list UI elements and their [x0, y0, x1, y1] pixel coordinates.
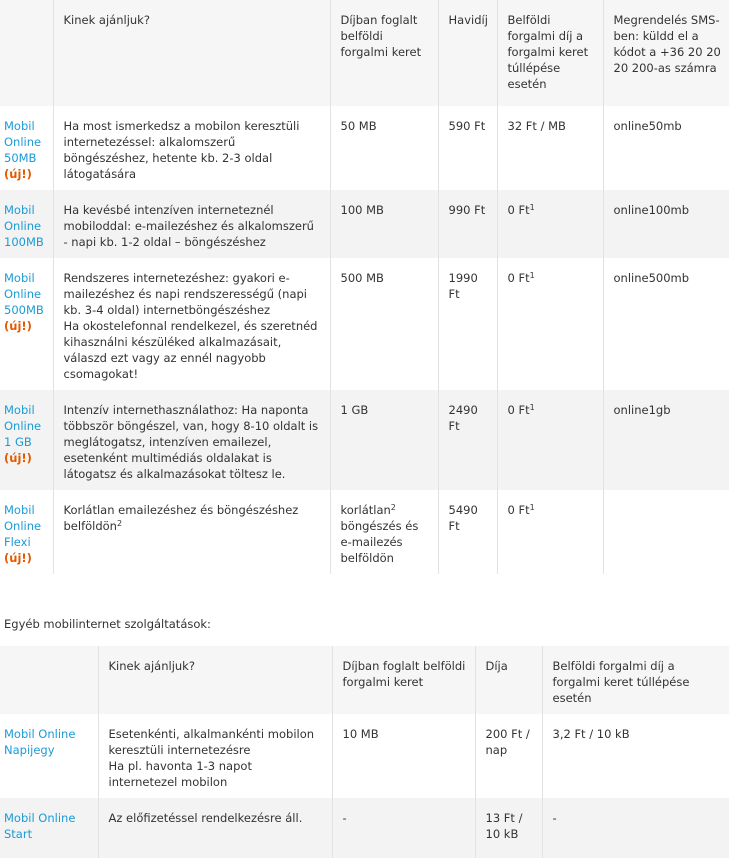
- footnote-mark: 1: [529, 503, 535, 512]
- footnote-mark: 1: [529, 203, 535, 212]
- table-row: [0, 258, 729, 390]
- footnote-mark: 2: [116, 519, 123, 528]
- overage-value: 0 Ft: [507, 503, 530, 517]
- who-cell: Ha kevésbé intenzíven interneteznél mobiloddal: e-mailezéshez és alkalomszerű - napi kb. 1-2 oldal – böngészéshez: [53, 190, 330, 258]
- header-monthly: Havidíj: [438, 0, 497, 106]
- plan-name-cell[interactable]: [0, 190, 53, 258]
- plan-link[interactable]: Flexi: [4, 535, 31, 549]
- other-table-header: [0, 646, 729, 714]
- order-code-cell: online100mb: [603, 190, 729, 258]
- order-code-cell: [603, 490, 729, 574]
- plan-link[interactable]: Mobil: [4, 403, 35, 417]
- new-badge: (új!): [4, 319, 32, 333]
- other-services-table: [0, 646, 729, 858]
- overage-cell: [497, 258, 603, 390]
- included-cell: 100 MB: [330, 190, 438, 258]
- overage-cell: [497, 390, 603, 490]
- footnote-mark: 2: [390, 503, 396, 512]
- included-cell: 1 GB: [330, 390, 438, 490]
- table-row: [0, 190, 729, 258]
- service-name-cell[interactable]: [0, 798, 98, 858]
- service-name-cell[interactable]: [0, 714, 98, 798]
- overage-cell: 3,2 Ft / 10 kB: [542, 714, 729, 798]
- header-who: Kinek ajánljuk?: [98, 646, 332, 714]
- order-code-cell: online1gb: [603, 390, 729, 490]
- footnote-mark: 1: [529, 271, 535, 280]
- header-overage: Belföldi forgalmi díj a forgalmi keret túllépése esetén: [542, 646, 729, 714]
- overage-value: 0 Ft: [507, 403, 530, 417]
- who-extra-text: Ha okostelefonnal rendelkezel, és szeretnéd kihasználni készüléked alkalmazásait, válaszd ezt vagy az ennél nagyobb csomagokat!: [63, 319, 318, 381]
- new-badge: (új!): [4, 167, 32, 181]
- plan-name-cell[interactable]: [0, 258, 53, 390]
- plan-link[interactable]: Mobil: [4, 119, 35, 133]
- plan-link[interactable]: 500MB: [4, 303, 44, 317]
- tariff-table-header: [0, 0, 729, 106]
- who-cell: [98, 714, 332, 798]
- plan-link[interactable]: 50MB: [4, 151, 37, 165]
- header-who: Kinek ajánljuk?: [53, 0, 330, 106]
- plan-link[interactable]: 1 GB: [4, 435, 32, 449]
- included-cell: [330, 490, 438, 574]
- plan-link[interactable]: Mobil: [4, 271, 35, 285]
- header-empty: [0, 646, 98, 714]
- monthly-cell: 590 Ft: [438, 106, 497, 190]
- plan-link[interactable]: Mobil: [4, 503, 35, 517]
- table-row: [0, 106, 729, 190]
- plan-link[interactable]: Online: [4, 519, 42, 533]
- overage-value: 0 Ft: [507, 271, 530, 285]
- overage-cell: [497, 190, 603, 258]
- header-empty: [0, 0, 53, 106]
- table-row: [0, 714, 729, 798]
- plan-name-cell[interactable]: [0, 390, 53, 490]
- who-text: Korlátlan emailezéshez és böngészéshez belföldön: [63, 503, 299, 533]
- fee-cell: 200 Ft / nap: [475, 714, 542, 798]
- monthly-cell: 5490 Ft: [438, 490, 497, 574]
- included-cell: -: [332, 798, 475, 858]
- plan-link[interactable]: Online: [4, 135, 42, 149]
- fee-cell: 13 Ft / 10 kB: [475, 798, 542, 858]
- included-cell: 500 MB: [330, 258, 438, 390]
- who-extra-text: Ha pl. havonta 1-3 napot internetezel mobilon: [108, 759, 252, 789]
- plan-link[interactable]: Online: [4, 287, 42, 301]
- monthly-cell: 2490 Ft: [438, 390, 497, 490]
- table-row: [0, 490, 729, 574]
- other-services-caption: Egyéb mobilinternet szolgáltatások:: [4, 617, 211, 631]
- plan-link[interactable]: Online: [4, 219, 42, 233]
- new-badge: (új!): [4, 551, 32, 565]
- header-included: Díjban foglalt belföldi forgalmi keret: [332, 646, 475, 714]
- plan-link[interactable]: Mobil: [4, 203, 35, 217]
- header-fee: Díja: [475, 646, 542, 714]
- included-cell: 50 MB: [330, 106, 438, 190]
- overage-cell: [497, 490, 603, 574]
- who-cell: Intenzív internethasználathoz: Ha naponta többször böngészel, van, hogy 8-10 oldalt is meglátogatsz, intenzíven emailezel, esetenként multimédiás oldalakat is látogatsz és alkalmazásokat töltesz le.: [53, 390, 330, 490]
- plan-name-cell[interactable]: [0, 106, 53, 190]
- overage-cell: 32 Ft / MB: [497, 106, 603, 190]
- who-text: Rendszeres internetezéshez: gyakori e-mailezéshez és napi rendszerességű (napi kb. 3-4 oldal) internetböngészéshez: [63, 271, 307, 317]
- included-value: korlátlan: [340, 503, 391, 517]
- order-code-cell: online50mb: [603, 106, 729, 190]
- order-code-cell: online500mb: [603, 258, 729, 390]
- service-link[interactable]: Mobil Online Napijegy: [4, 727, 76, 757]
- who-cell: [53, 258, 330, 390]
- who-cell: [53, 490, 330, 574]
- who-cell: Ha most ismerkedsz a mobilon keresztüli internetezéssel: alkalomszerű böngészéshez, hetente kb. 2-3 oldal látogatására: [53, 106, 330, 190]
- plan-name-cell[interactable]: [0, 490, 53, 574]
- plan-link[interactable]: 100MB: [4, 235, 44, 249]
- header-overage: Belföldi forgalmi díj a forgalmi keret túllépése esetén: [497, 0, 603, 106]
- who-text: Esetenkénti, alkalmankénti mobilon keresztüli internetezésre: [108, 727, 315, 757]
- monthly-cell: 990 Ft: [438, 190, 497, 258]
- service-link[interactable]: Mobil Online Start: [4, 811, 76, 841]
- overage-value: 0 Ft: [507, 203, 530, 217]
- table-row: [0, 390, 729, 490]
- overage-cell: -: [542, 798, 729, 858]
- header-included: Díjban foglalt belföldi forgalmi keret: [330, 0, 438, 106]
- monthly-cell: 1990 Ft: [438, 258, 497, 390]
- who-cell: Az előfizetéssel rendelkezésre áll.: [98, 798, 332, 858]
- included-cell: 10 MB: [332, 714, 475, 798]
- included-extra: böngészés és e-mailezés belföldön: [340, 519, 419, 565]
- table-row: [0, 798, 729, 858]
- footnote-mark: 1: [529, 403, 535, 412]
- new-badge: (új!): [4, 451, 32, 465]
- plan-link[interactable]: Online: [4, 419, 42, 433]
- header-order: Megrendelés SMS-ben: küldd el a kódot a +36 20 20 20 200-as számra: [603, 0, 729, 106]
